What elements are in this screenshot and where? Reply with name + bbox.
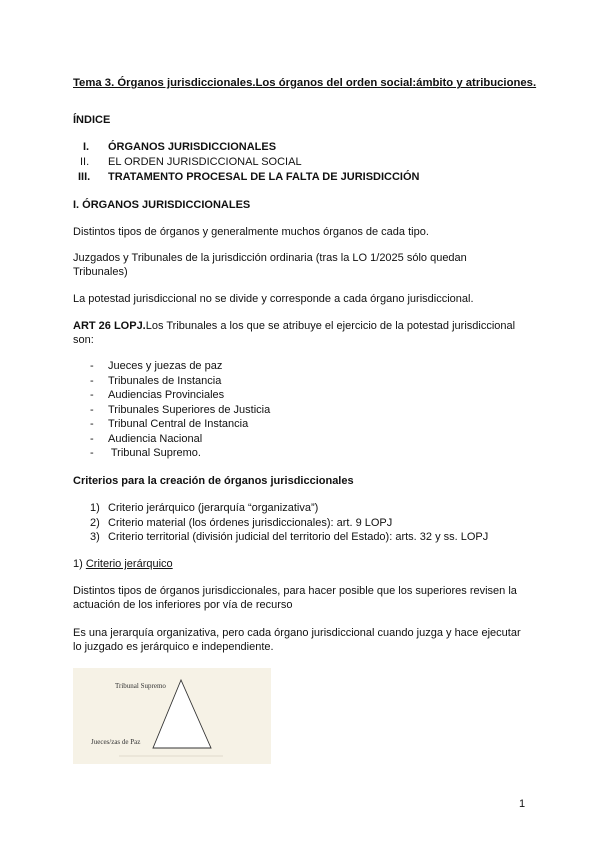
index-num-3: III. xyxy=(78,171,91,183)
subsection-title xyxy=(73,557,173,571)
paragraph-5-line-2: lo juzgado es jerárquico e independiente. xyxy=(73,641,274,653)
hierarchy-pyramid xyxy=(73,668,271,764)
bullet-dash: - xyxy=(90,360,94,372)
paragraph-1: Distintos tipos de órganos y generalmente muchos órganos de cada tipo. xyxy=(73,226,429,238)
section-heading: I. ÓRGANOS JURISDICCIONALES xyxy=(73,199,251,211)
index-heading: ÍNDICE xyxy=(73,114,111,126)
article-reference: ART 26 LOPJ. xyxy=(73,320,146,332)
criteria-num-1: 1) xyxy=(90,502,100,514)
article-paragraph xyxy=(73,319,515,333)
index-item-2: EL ORDEN JURISDICCIONAL SOCIAL xyxy=(108,156,302,168)
pyramid-bottom-label: Jueces/zas de Paz xyxy=(91,738,141,746)
paragraph-5-line-1: Es una jerarquía organizativa, pero cada órgano jurisdiccional cuando juzga y hace ejecutar xyxy=(73,627,521,639)
criteria-num-3: 3) xyxy=(90,531,100,543)
list-item: Audiencias Provinciales xyxy=(108,389,225,401)
document-title: Tema 3. Órganos jurisdiccionales.Los órganos del orden social:ámbito y atribuciones. xyxy=(73,77,537,89)
list-item: Tribunales Superiores de Justicia xyxy=(108,404,271,416)
index-item-1: ÓRGANOS JURISDICCIONALES xyxy=(108,141,277,153)
bullet-dash: - xyxy=(90,404,94,416)
bullet-dash: - xyxy=(90,433,94,445)
paragraph-3: La potestad jurisdiccional no se divide y corresponde a cada órgano jurisdiccional. xyxy=(73,293,474,305)
article-text: Los Tribunales a los que se atribuye el ejercicio de la potestad jurisdiccional xyxy=(145,320,516,332)
index-item-3: TRATAMENTO PROCESAL DE LA FALTA DE JURISDICCIÓN xyxy=(108,171,420,183)
pyramid-triangle xyxy=(153,680,211,748)
pyramid-top-label: Tribunal Supremo xyxy=(115,682,166,690)
list-item: Audiencia Nacional xyxy=(108,433,203,445)
hierarchy-figure xyxy=(73,668,271,764)
bullet-dash: - xyxy=(90,418,94,430)
criteria-item-1: Criterio jerárquico (jerarquía “organizativa”) xyxy=(108,502,319,514)
index-num-1: I. xyxy=(83,141,90,153)
criteria-item-3: Criterio territorial (división judicial del territorio del Estado): arts. 32 y ss. LOPJ xyxy=(108,531,489,543)
bullet-dash: - xyxy=(90,375,94,387)
subsection-label: Criterio jerárquico xyxy=(85,558,173,570)
criteria-num-2: 2) xyxy=(90,517,100,529)
article-text-line-2: son: xyxy=(73,334,94,346)
criteria-item-2: Criterio material (los órdenes jurisdiccionales): art. 9 LOPJ xyxy=(108,517,393,529)
list-item: Tribunales de Instancia xyxy=(108,375,222,387)
bullet-dash: - xyxy=(90,447,94,459)
page-number: 1 xyxy=(519,798,526,810)
subsection-num: 1) xyxy=(73,558,83,570)
paragraph-2-line-2: Tribunales) xyxy=(73,266,128,278)
paragraph-4-line-1: Distintos tipos de órganos jurisdiccionales, para hacer posible que los superiores revisen la xyxy=(73,585,517,597)
list-item: Jueces y juezas de paz xyxy=(108,360,223,372)
list-item: Tribunal Supremo. xyxy=(108,447,201,459)
list-item: Tribunal Central de Instancia xyxy=(108,418,249,430)
index-num-2: II. xyxy=(80,156,90,168)
criteria-heading: Criterios para la creación de órganos jurisdiccionales xyxy=(73,475,354,487)
paragraph-2-line-1: Juzgados y Tribunales de la jurisdicción ordinaria (tras la LO 1/2025 sólo quedan xyxy=(73,252,467,264)
paragraph-4-line-2: actuación de los inferiores por vía de recurso xyxy=(73,599,293,611)
bullet-dash: - xyxy=(90,389,94,401)
